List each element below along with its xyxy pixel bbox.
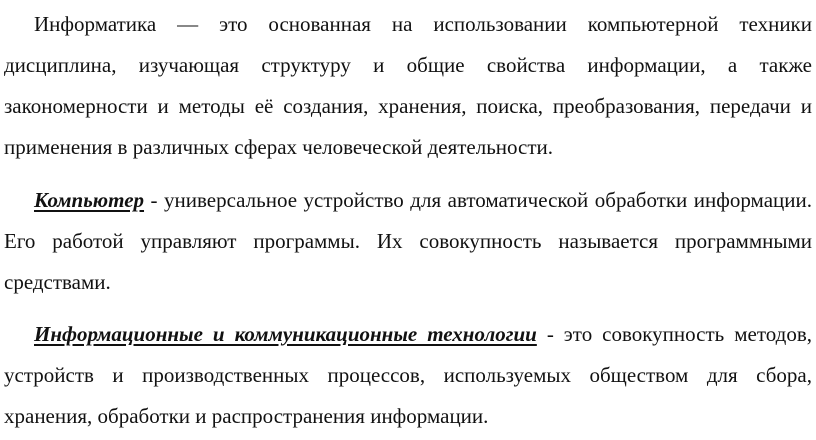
- term-computer: Компьютер: [34, 188, 145, 212]
- paragraph-text: - это совокупность методов, устройств и производственных процессов, используемых обществом для сбора, хранения, обработки и распространения информации.: [4, 322, 812, 428]
- paragraph-text: Информатика — это основанная на использовании компьютерной техники дисциплина, изучающая структуру и общие свойства информации, а также закономерности и методы её создания, хранения, поиска, преобразования, передачи и применения в различных сферах человеческой деятельности.: [4, 12, 812, 159]
- paragraph-ict-definition: [4, 314, 812, 437]
- paragraph-informatics-definition: [4, 4, 812, 168]
- paragraph-computer-definition: [4, 180, 812, 303]
- term-ict: Информационные и коммуникационные технологии: [34, 322, 537, 346]
- paragraph-text: - универсальное устройство для автоматической обработки информации. Его работой управляют программы. Их совокупность называется программными средствами.: [4, 188, 812, 294]
